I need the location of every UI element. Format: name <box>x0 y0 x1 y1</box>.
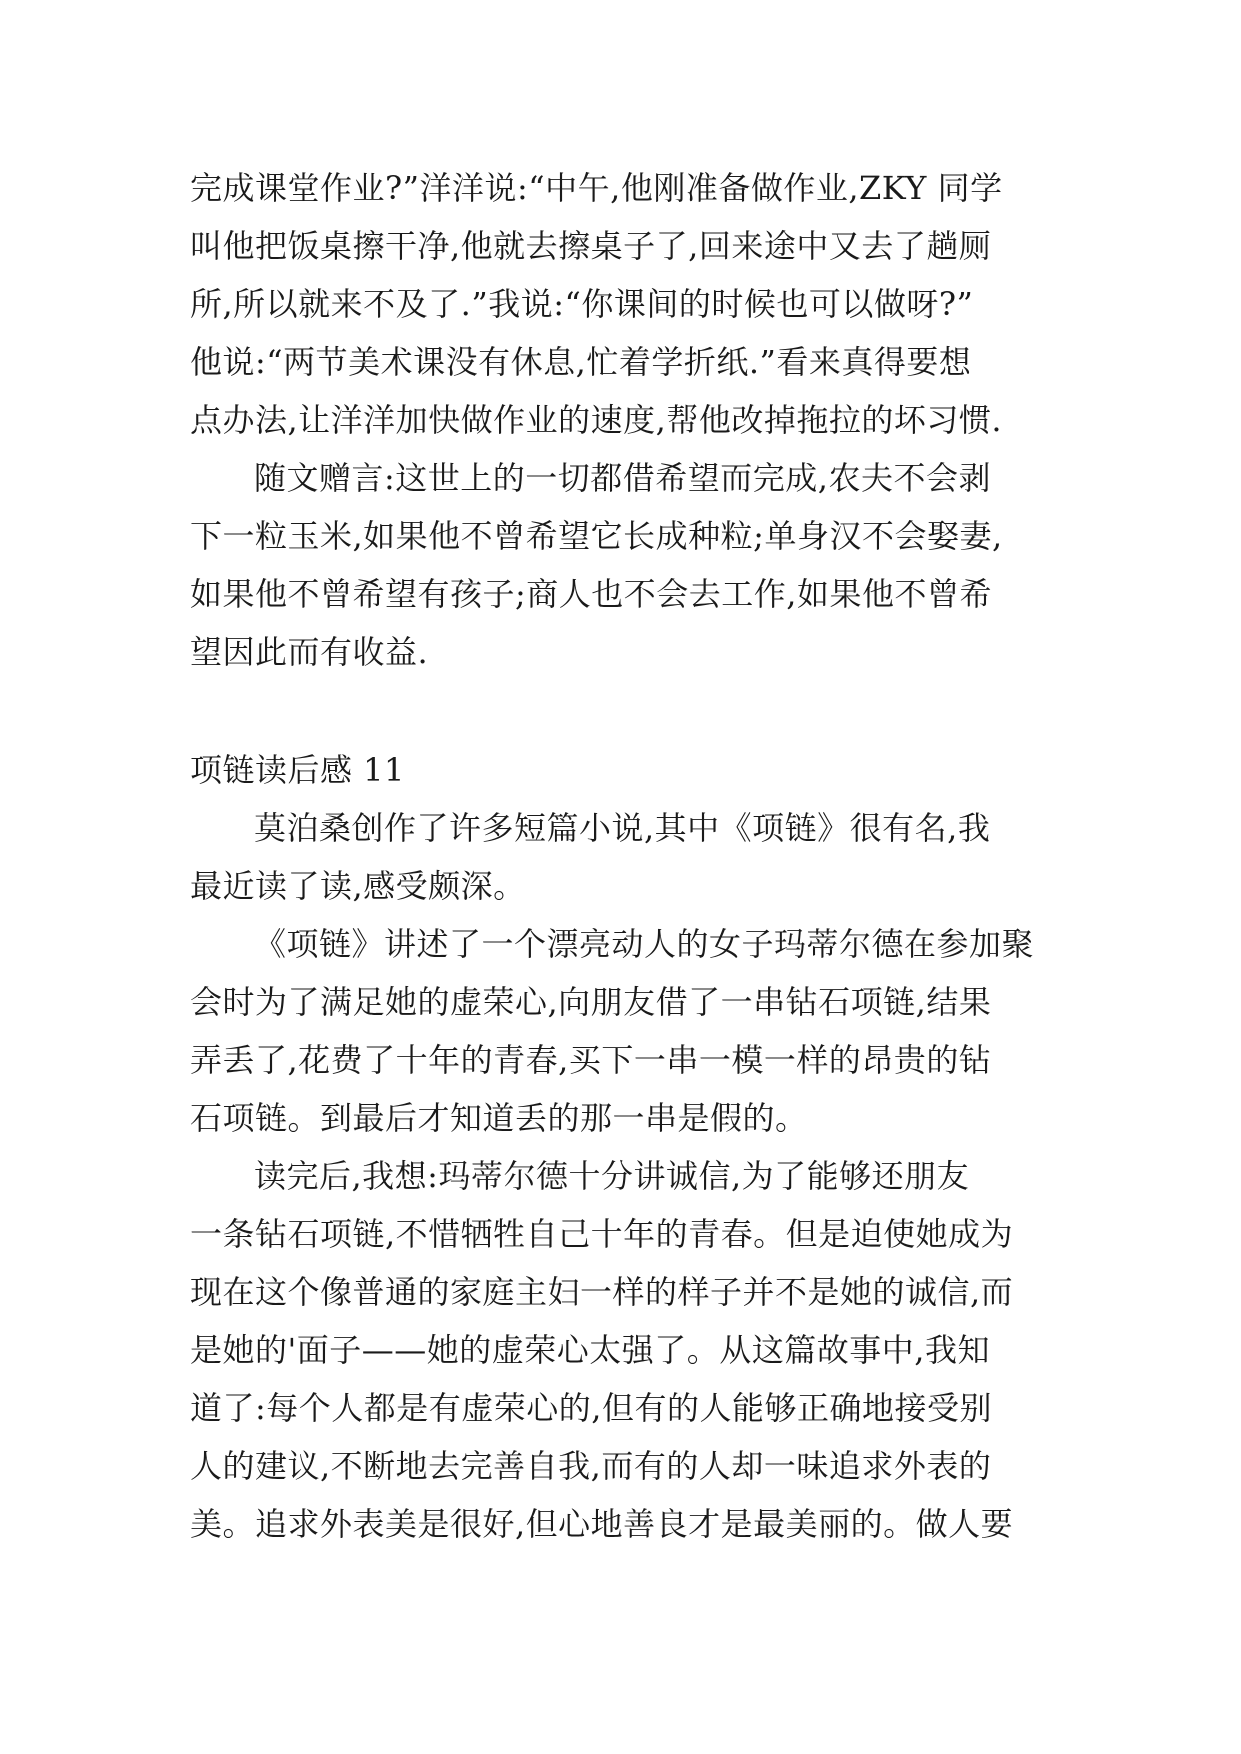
text-line: 叫他把饭桌擦干净,他就去擦桌子了,回来途中又去了趟厕 <box>190 227 992 265</box>
text-line: 石项链。到最后才知道丢的那一串是假的。 <box>190 1099 808 1137</box>
text-line: 读完后,我想:玛蒂尔德十分讲诚信,为了能够还朋友 <box>254 1157 970 1195</box>
text-line: 莫泊桑创作了许多短篇小说,其中《项链》很有名,我 <box>254 809 991 847</box>
text-line: 美。追求外表美是很好,但心地善良才是最美丽的。做人要 <box>190 1505 1014 1543</box>
text-line: 现在这个像普通的家庭主妇一样的样子并不是她的诚信,而 <box>190 1273 1014 1311</box>
text-line: 他说:“两节美术课没有休息,忙着学折纸.”看来真得要想 <box>190 343 972 381</box>
text-line: 会时为了满足她的虚荣心,向朋友借了一串钻石项链,结果 <box>190 983 992 1021</box>
text-line: 完成课堂作业?”洋洋说:“中午,他刚准备做作业,ZKY 同学 <box>190 169 1003 207</box>
text-line: 一条钻石项链,不惜牺牲自己十年的青春。但是迫使她成为 <box>190 1215 1014 1253</box>
text-line: 所,所以就来不及了.”我说:“你课间的时候也可以做呀?” <box>190 285 974 323</box>
text-line: 如果他不曾希望有孩子;商人也不会去工作,如果他不曾希 <box>190 575 992 613</box>
text-line: 弄丢了,花费了十年的青春,买下一串一模一样的昂贵的钻 <box>190 1041 992 1079</box>
text-line: 随文赠言:这世上的一切都借希望而完成,农夫不会剥 <box>254 459 991 497</box>
text-line: 望因此而有收益. <box>190 633 429 671</box>
text-line: 下一粒玉米,如果他不曾希望它长成种粒;单身汉不会娶妻, <box>190 517 1003 555</box>
text-line: 道了:每个人都是有虚荣心的,但有的人能够正确地接受别 <box>190 1389 992 1427</box>
text-line: 人的建议,不断地去完善自我,而有的人却一味追求外表的 <box>190 1447 992 1485</box>
text-line: 最近读了读,感受颇深。 <box>190 867 526 905</box>
text-line: 《项链》讲述了一个漂亮动人的女子玛蒂尔德在参加聚 <box>254 925 1035 963</box>
text-line: 是她的'面子——她的虚荣心太强了。从这篇故事中,我知 <box>190 1331 990 1369</box>
section-heading: 项链读后感 11 <box>190 751 405 789</box>
text-line: 点办法,让洋洋加快做作业的速度,帮他改掉拖拉的坏习惯. <box>190 401 1003 439</box>
